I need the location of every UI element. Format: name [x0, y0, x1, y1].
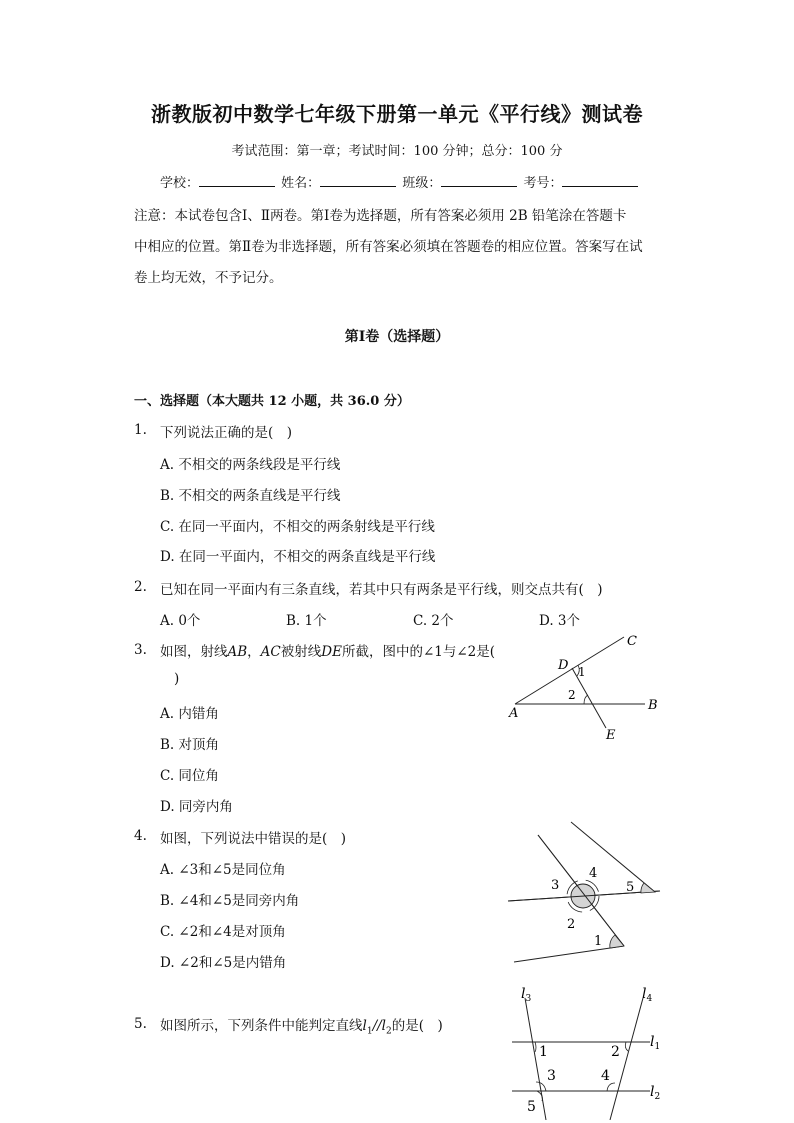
- option-c[interactable]: C. ∠2和∠4是对顶角: [160, 924, 286, 940]
- option-a[interactable]: A. 不相交的两条线段是平行线: [160, 457, 341, 473]
- angle-1-arc: [535, 1042, 536, 1052]
- point-c-label: C: [627, 634, 637, 649]
- exam-number-label: 考号：: [523, 176, 563, 191]
- q5-figure: [500, 980, 680, 1120]
- line-l-symbol: l: [362, 1018, 367, 1034]
- parallel-symbol: //: [372, 1018, 382, 1034]
- school-blank[interactable]: [199, 172, 275, 187]
- angle-5-fill: [641, 883, 655, 893]
- option-d[interactable]: D. ∠2和∠5是内错角: [160, 955, 287, 971]
- option-c[interactable]: C. 2个: [413, 613, 454, 629]
- point-e-label: E: [606, 728, 616, 743]
- question-number: 4.: [134, 828, 147, 844]
- notice-line: 注意：本试卷包含Ⅰ、Ⅱ两卷。第Ⅰ卷为选择题，所有答案必须用 2B 铅笔涂在答题卡: [134, 208, 627, 224]
- ray-de: DE: [321, 644, 342, 660]
- option-d[interactable]: D. 同旁内角: [160, 799, 233, 815]
- question-stem: [160, 1014, 443, 1037]
- point-a-label: A: [509, 706, 519, 721]
- question-stem: 已知在同一平面内有三条直线，若其中只有两条是平行线，则交点共有( ): [160, 582, 603, 598]
- angle-2-arc: [625, 1042, 628, 1051]
- question-number: 1.: [134, 422, 147, 438]
- line-l1-label: $l_1$: [650, 1034, 661, 1052]
- notice-line: 卷上均无效，不予记分。: [134, 270, 283, 286]
- name-blank[interactable]: [320, 172, 396, 187]
- subscript: 2: [386, 1026, 392, 1037]
- option-d[interactable]: D. 在同一平面内，不相交的两条直线是平行线: [160, 549, 436, 565]
- option-b[interactable]: B. 不相交的两条直线是平行线: [160, 488, 341, 504]
- point-b-label: B: [648, 698, 658, 713]
- angle-4-arc: [607, 1083, 615, 1091]
- section-title: 一、选择题（本大题共 12 小题，共 36.0 分）: [134, 394, 410, 409]
- line-l-symbol: l: [381, 1018, 386, 1034]
- q4-figure: [500, 815, 670, 970]
- exam-number-blank[interactable]: [562, 172, 638, 187]
- stem-text: 的是( ): [391, 1018, 443, 1034]
- angle-1-label: 1: [578, 665, 586, 679]
- question-number: 5.: [134, 1016, 147, 1032]
- point-d-label: D: [558, 658, 569, 673]
- stem-text: 所截，图中的∠1与∠2是(: [341, 644, 496, 660]
- question-number: 3.: [134, 642, 147, 658]
- angle-3-label: 3: [547, 1068, 556, 1084]
- class-label: 班级：: [402, 176, 442, 191]
- stem-text: 如图，射线: [160, 644, 228, 660]
- option-d[interactable]: D. 3个: [539, 613, 581, 629]
- notice-line: 中相应的位置。第Ⅱ卷为非选择题，所有答案必须填在答题卷的相应位置。答案写在试: [134, 239, 643, 255]
- angle-1-label: 1: [539, 1044, 548, 1060]
- right-line: [571, 822, 655, 892]
- angle-5-label: 5: [527, 1099, 536, 1115]
- volume-title: 第Ⅰ卷（选择题）: [344, 329, 450, 345]
- angle-1-label: 1: [594, 934, 603, 949]
- option-b[interactable]: B. ∠4和∠5是同旁内角: [160, 893, 300, 909]
- question-number: 2.: [134, 579, 147, 595]
- angle-2-label: 2: [611, 1044, 620, 1060]
- question-stem-continued: ): [174, 671, 180, 687]
- option-b[interactable]: B. 对顶角: [160, 737, 220, 753]
- stem-text: 被射线: [280, 644, 322, 660]
- subscript: 1: [366, 1026, 373, 1037]
- ray-ac: AC: [260, 644, 281, 660]
- student-info-fields: [160, 172, 640, 191]
- option-c[interactable]: C. 在同一平面内，不相交的两条射线是平行线: [160, 519, 435, 535]
- angle-4-label: 4: [589, 866, 598, 881]
- exam-title: 浙教版初中数学七年级下册第一单元《平行线》测试卷: [151, 102, 643, 126]
- question-stem: [160, 640, 495, 660]
- option-a[interactable]: A. ∠3和∠5是同位角: [160, 862, 286, 878]
- stem-text: ，: [247, 644, 261, 660]
- angle-2-label: 2: [567, 917, 576, 932]
- option-a[interactable]: A. 内错角: [160, 706, 219, 722]
- bottom-line: [514, 946, 624, 962]
- stem-text: 如图所示，下列条件中能判定直线: [160, 1018, 363, 1034]
- exam-notice: [134, 201, 664, 294]
- question-stem: 下列说法正确的是( ): [160, 425, 293, 441]
- angle-2-arc: [584, 695, 588, 704]
- angle-1-fill: [610, 935, 624, 948]
- ray-ab: AB: [227, 644, 248, 660]
- line-l4-label: $l_4$: [642, 986, 653, 1004]
- school-label: 学校：: [160, 176, 200, 191]
- line-l2-label: $l_2$: [650, 1084, 661, 1102]
- angle-3-label: 3: [551, 878, 560, 893]
- option-a[interactable]: A. 0个: [160, 613, 201, 629]
- exam-scope: 考试范围：第一章；考试时间：100 分钟；总分：100 分: [231, 144, 563, 159]
- option-b[interactable]: B. 1个: [286, 613, 327, 629]
- angle-5-label: 5: [626, 880, 635, 895]
- class-blank[interactable]: [441, 172, 517, 187]
- line-l3-label: $l_3$: [521, 986, 532, 1004]
- question-stem: 如图，下列说法中错误的是( ): [160, 831, 347, 847]
- option-c[interactable]: C. 同位角: [160, 768, 219, 784]
- name-label: 姓名：: [281, 176, 321, 191]
- angle-2-label: 2: [568, 688, 576, 702]
- q3-figure: [500, 625, 670, 745]
- angle-4-label: 4: [601, 1068, 610, 1084]
